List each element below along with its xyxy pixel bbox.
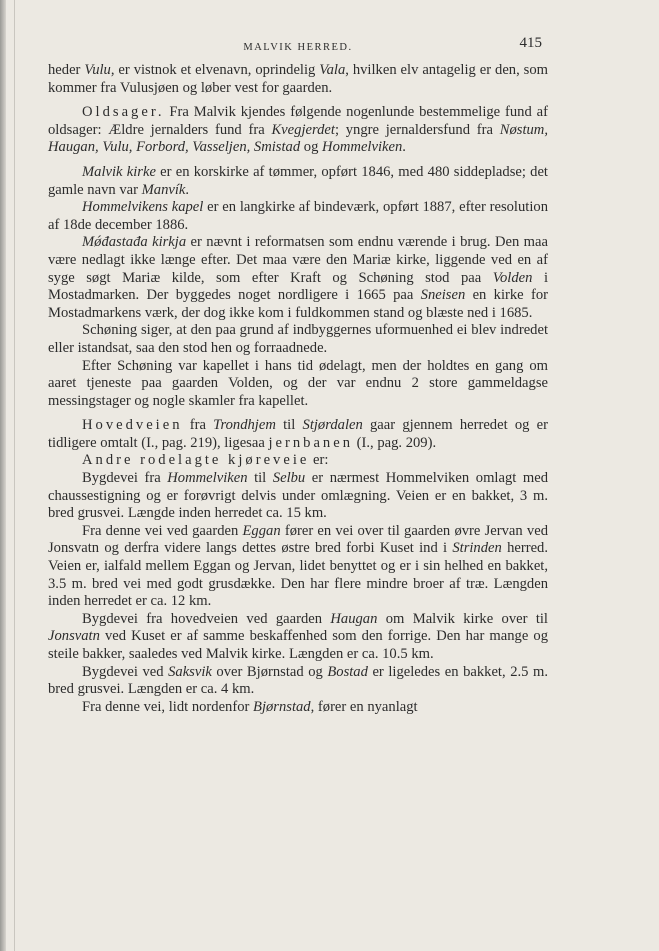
body-text — [48, 62, 548, 716]
italic-text: Vala — [319, 62, 346, 78]
italic-text: Volden — [492, 269, 533, 286]
page-edge-shadow — [0, 0, 6, 951]
text-segment: og — [300, 139, 323, 156]
italic-text: Stjørdalen — [302, 417, 363, 434]
italic-text: Haugan — [330, 610, 378, 627]
paragraph — [48, 199, 548, 234]
spaced-text: Hovedveien — [82, 417, 183, 434]
italic-text: Vulu — [84, 62, 111, 78]
italic-text: Selbu — [272, 470, 306, 487]
running-title: MALVIK HERRED. — [243, 42, 353, 53]
text-segment: Bygdevei fra hovedveien ved gaarden — [82, 610, 331, 627]
italic-text: Trondhjem — [213, 417, 276, 434]
page-number: 415 — [519, 35, 542, 51]
paragraph — [48, 664, 548, 699]
text-segment: . — [402, 139, 406, 156]
italic-text: Bjørnstad — [253, 698, 311, 715]
text-segment: gaar gjennem herredet og er tidligere omtalt (I., pag. 219), ligesaa — [48, 417, 548, 451]
paragraph — [48, 470, 548, 523]
italic-text: Nøstum, Haugan, Vulu, Forbord, Vasseljen, Smistad — [48, 121, 548, 156]
text-segment: fører en vei over til gaarden øvre Jervan ved Jonsvatn og derfra videre langs dettes østre bred forbi Kuset ind i — [48, 522, 548, 557]
spaced-text: Oldsager. — [82, 104, 165, 121]
italic-text: Hommelvikens kapel — [82, 199, 204, 216]
italic-text: Sneisen — [420, 287, 466, 304]
text-segment: er nærmest Hommelviken omlagt med chaussestigning og er forøvrigt delvis under omlægning. Veien er en bakket, 3 m. bred grusvei. Længde inden herredet ca. 15 km. — [48, 470, 548, 522]
text-segment: ved Kuset er af samme beskaffenhed som den forrige. Den har mange og steile bakker, saaledes ved Malvik kirke. Længden er ca. 10.5 km. — [48, 628, 548, 662]
paragraph — [48, 358, 548, 411]
text-segment: er nævnt i reformatsen som endnu værende i brug. Den maa være nedlagt ikke længe efter. Det maa være den Mariæ kirke, liggende ved en af syge søgt Mariæ kilde, som efter Kraft og Schøning stod paa — [48, 234, 548, 286]
paragraph — [48, 417, 548, 452]
text-segment: om Malvik kirke over til — [377, 610, 548, 627]
paragraph — [48, 523, 548, 611]
italic-text: Jonsvatn — [48, 628, 100, 645]
text-segment: Fra denne vei ved gaarden — [82, 522, 243, 539]
italic-text: Kvegjerdet — [271, 121, 335, 138]
spaced-text: jernbanen — [268, 434, 354, 451]
text-segment: er en langkirke af bindeværk, opført 1887, efter resolution af 18de december 1886. — [48, 199, 548, 233]
text-segment: en kirke for Mostadmarkens værk, der dog ikke kom i fuldkommen stand og blæste ned i 1685. — [48, 287, 548, 321]
text-segment: er: — [309, 452, 329, 469]
italic-text: Mǿđastađa kirkja — [82, 234, 187, 251]
book-page — [48, 32, 548, 716]
text-segment: ; yngre jernaldersfund fra — [334, 121, 500, 138]
paragraph — [48, 452, 548, 470]
text-segment: til — [275, 417, 303, 434]
text-segment: til — [247, 470, 273, 487]
italic-text: Malvik kirke — [82, 163, 156, 180]
page-header — [48, 32, 548, 58]
text-segment: . — [185, 181, 190, 198]
italic-text: Eggan — [242, 522, 281, 539]
text-segment: Bygdevei ved — [82, 663, 169, 680]
text-segment: i Mostadmarken. Der byggedes noget nordligere i 1665 paa — [48, 269, 549, 304]
italic-text: Hommelviken — [167, 470, 248, 487]
text-segment: Fra denne vei, lidt nordenfor — [82, 698, 254, 715]
text-segment: herred. Veien er, ialfald mellem Eggan og Jervan, lidet benyttet og er i sin helhed en bakket, 3.5 m. bred vei med godt grusdække. Den har flere mindre broer af træ. Længden inden herredet er ca. 12 km. — [48, 540, 548, 610]
text-segment: Bygdevei fra — [82, 470, 168, 487]
text-segment: , fører en nyanlagt — [310, 698, 418, 715]
text-segment: Fra Malvik kjendes følgende nogenlunde bestemmelige fund af oldsager: Ældre jernalders fund fra — [48, 104, 548, 138]
text-segment: , hvilken elv antagelig er den, som kommer fra Vulusjøen og løber vest for gaarden. — [48, 62, 549, 96]
spaced-text: Andre rodelagte kjøreveie — [82, 452, 310, 469]
italic-text: Saksvik — [168, 663, 212, 680]
text-segment: over Bjørnstad og — [211, 663, 328, 680]
text-segment: (I., pag. 209). — [353, 434, 437, 451]
paragraph — [48, 699, 548, 717]
paragraph — [48, 322, 548, 357]
paragraph — [48, 104, 548, 157]
italic-text: Hommelviken — [322, 139, 403, 156]
text-segment: , er vistnok et elvenavn, oprindelig — [110, 62, 320, 78]
italic-text: Manvík — [141, 181, 186, 198]
text-segment: fra — [182, 417, 214, 434]
paragraph — [48, 164, 548, 199]
italic-text: Bostad — [327, 663, 368, 680]
text-segment: Schøning siger, at den paa grund af indbyggernes uformuenhed ei blev indredet eller istandsat, saa den stod hen og forraadnede. — [48, 322, 548, 356]
text-segment: heder — [48, 62, 85, 78]
text-segment: er ligeledes en bakket, 2.5 m. bred grusvei. Længden er ca. 4 km. — [48, 663, 548, 698]
paragraph — [48, 611, 548, 664]
italic-text: Strinden — [452, 540, 502, 557]
page-edge-line — [14, 0, 15, 951]
paragraph — [48, 234, 548, 322]
text-segment: Efter Schøning var kapellet i hans tid ødelagt, men der holdtes en gang om aaret tjeneste paa gaarden Volden, og der var endnu 2 store gammeldagse messingstager og nogle skamler fra kapellet. — [48, 357, 548, 409]
text-segment: er en korskirke af tømmer, opført 1846, med 480 siddepladse; det gamle navn var — [48, 163, 548, 198]
paragraph — [48, 62, 548, 97]
